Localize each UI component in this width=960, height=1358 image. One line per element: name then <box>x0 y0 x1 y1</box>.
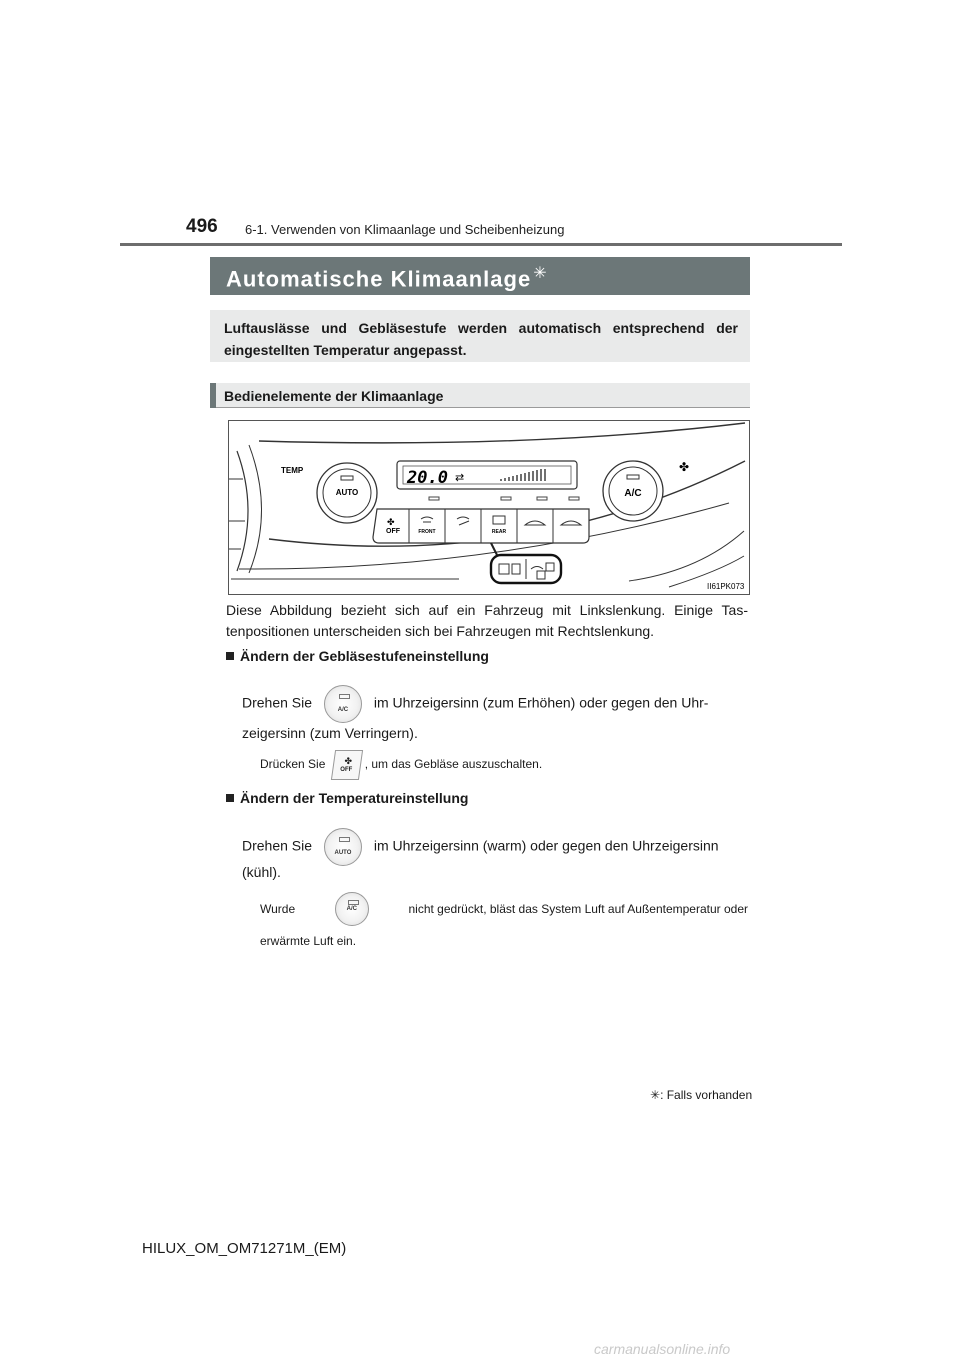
climate-panel-drawing <box>229 421 749 594</box>
svg-text:✤: ✤ <box>387 518 395 528</box>
page-number: 496 <box>186 216 218 237</box>
watermark: carmanualsonline.info <box>594 1341 731 1357</box>
svg-text:⇄: ⇄ <box>455 471 465 484</box>
intro-text: Luftauslässe und Gebläsestufe werden automatisch entsprechend der eingestellten Temperatur angepasst. <box>224 320 738 358</box>
fan-heading-text: Ändern der Gebläsestufeneinstellung <box>240 648 489 664</box>
fan-note <box>260 750 542 780</box>
fan-note-before: Drücken Sie <box>260 757 326 772</box>
display-temperature: 20.0 <box>407 468 448 488</box>
ac-knob-small-icon <box>335 892 369 926</box>
fan-note-after: , um das Gebläse auszuschalten. <box>364 757 543 772</box>
section-title <box>226 263 548 292</box>
fan-heading <box>226 648 489 664</box>
temperature-note-line1: nicht gedrückt, bläst das System Luft auf Außentemperatur oder <box>408 902 748 916</box>
ac-knob-label: A/C <box>624 488 642 499</box>
footer-code: HILUX_OM_OM71271M_(EM) <box>142 1240 347 1257</box>
off-button-icon: ✤ OFF <box>331 750 363 780</box>
figure-caption: Diese Abbildung bezieht sich auf ein Fahrzeug mit Linkslenkung. Einige Tas- tenpositionen unterscheiden sich bei Fahrzeugen mit Rechtslenkung. <box>226 602 748 639</box>
temperature-text-line2: (kühl). <box>242 864 281 880</box>
section-title-text: Automatische Klimaanlage <box>226 266 532 292</box>
fan-text-line1: im Uhrzeigersinn (zum Erhöhen) oder gegen den Uhr- <box>373 694 709 711</box>
chapter-title: 6-1. Verwenden von Klimaanlage und Scheibenheizung <box>245 222 565 237</box>
temperature-text-line1: im Uhrzeigersinn (warm) oder gegen den Uhrzeigersinn <box>373 837 719 854</box>
off-button-label: OFF <box>386 528 400 535</box>
temperature-note-line2: erwärmte Luft ein. <box>260 934 357 948</box>
svg-text:✤: ✤ <box>679 460 690 474</box>
fan-text-line2: zeigersinn (zum Verringern). <box>242 725 418 741</box>
temperature-heading <box>226 790 468 806</box>
temp-label: TEMP <box>281 466 304 475</box>
auto-knob-label: AUTO <box>335 488 359 497</box>
temperature-paragraph <box>242 828 748 888</box>
section-header <box>210 257 750 295</box>
subsection-title: Bedienelemente der Klimaanlage <box>224 388 444 404</box>
off-button-icon-label: OFF <box>340 767 353 773</box>
temperature-text-before: Drehen Sie <box>242 837 313 854</box>
rear-button-label: REAR <box>491 529 507 535</box>
temperature-heading-text: Ändern der Temperatureinstellung <box>240 790 469 806</box>
footnote-text: : Falls vorhanden <box>660 1088 753 1102</box>
auto-knob-icon-label: AUTO <box>334 850 352 856</box>
temperature-note-before: Wurde <box>260 902 296 916</box>
ac-knob-icon <box>324 685 362 723</box>
asterisk-icon: ✳ <box>650 1088 661 1102</box>
temperature-note <box>260 892 748 948</box>
subsection-header <box>210 383 750 408</box>
climate-panel-figure <box>228 420 750 595</box>
front-button-label: FRONT <box>418 529 436 535</box>
subsection-accent <box>210 383 216 408</box>
bullet-square-icon <box>226 652 234 660</box>
footnote <box>650 1088 752 1102</box>
asterisk-icon: ✳ <box>533 265 548 282</box>
ac-knob-icon-label: A/C <box>337 707 349 713</box>
header-divider <box>120 243 842 246</box>
ac-knob-small-icon-label: A/C <box>346 906 357 912</box>
fan-text-before: Drehen Sie <box>242 694 313 711</box>
fan-paragraph <box>242 685 748 745</box>
intro-box <box>210 310 750 362</box>
bullet-square-icon <box>226 794 234 802</box>
figure-code: II61PK073 <box>707 582 745 591</box>
auto-knob-icon <box>324 828 362 866</box>
